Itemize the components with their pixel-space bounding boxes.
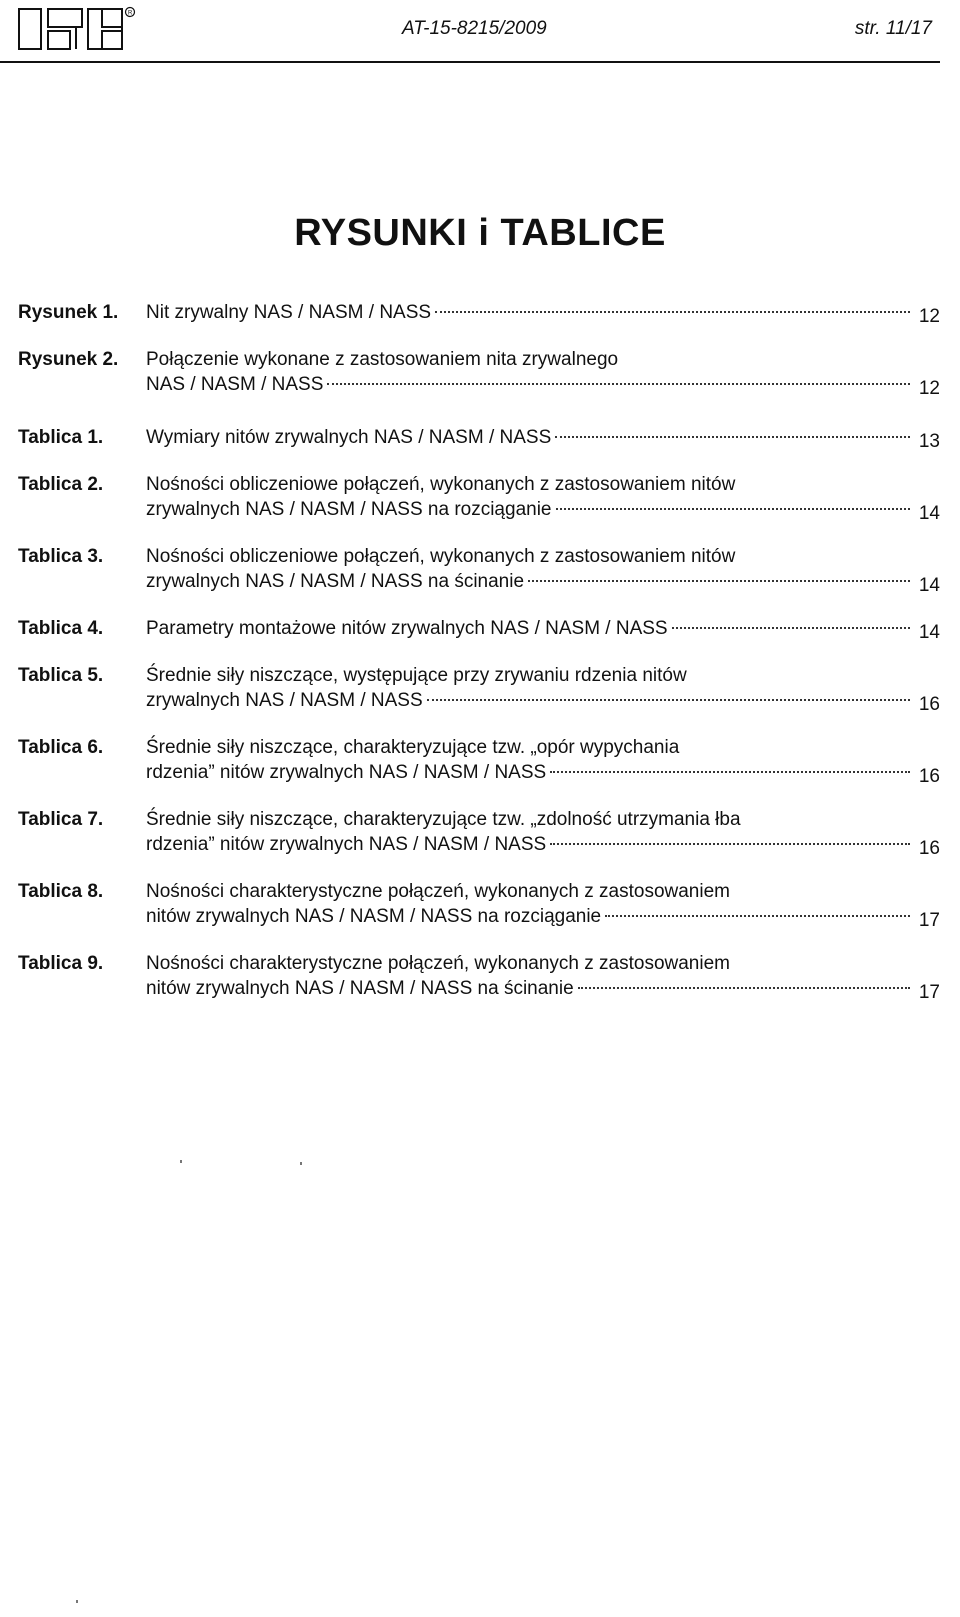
page-header xyxy=(0,0,960,64)
toc-entry-text: nitów zrywalnych NAS / NASM / NASS na rozciąganie xyxy=(146,906,602,927)
leader-dots xyxy=(556,508,911,510)
toc-entry xyxy=(18,472,940,522)
toc-entry-page: 17 xyxy=(918,982,940,1003)
toc-entry-page: 14 xyxy=(918,575,940,596)
leader-dots xyxy=(550,843,910,845)
toc-entry-page: 16 xyxy=(918,766,940,787)
page-number: str. 11/17 xyxy=(854,18,932,39)
header-divider xyxy=(0,61,940,63)
toc-entry xyxy=(18,735,940,785)
toc-entry-text: Parametry montażowe nitów zrywalnych NAS / NASM / NASS xyxy=(146,618,668,639)
toc-entry-label: Tablica 4. xyxy=(18,618,104,639)
toc-entry-page: 13 xyxy=(918,431,940,452)
toc-entry-page: 14 xyxy=(918,503,940,524)
toc-entry-text: zrywalnych NAS / NASM / NASS na ścinanie xyxy=(146,571,525,592)
toc-entry-label: Tablica 8. xyxy=(18,881,104,902)
toc-entry-page: 12 xyxy=(918,378,940,399)
document-number: AT-15-8215/2009 xyxy=(402,18,547,39)
toc-entry xyxy=(18,347,940,397)
toc-entry-label: Rysunek 2. xyxy=(18,349,119,370)
toc-entry-label: Tablica 9. xyxy=(18,953,104,974)
toc-entry xyxy=(18,663,940,713)
toc-entry-text: Nośności charakterystyczne połączeń, wykonanych z zastosowaniem xyxy=(146,953,730,974)
itb-logo xyxy=(18,6,148,52)
toc-entry-text: nitów zrywalnych NAS / NASM / NASS na ścinanie xyxy=(146,978,574,999)
page-title: RYSUNKI i TABLICE xyxy=(294,212,666,254)
toc-entry xyxy=(18,544,940,594)
toc-entry-text: Nit zrywalny NAS / NASM / NASS xyxy=(146,302,432,323)
toc-entry-label: Rysunek 1. xyxy=(18,302,119,323)
scan-speck xyxy=(76,1600,78,1603)
toc-entry-text: zrywalnych NAS / NASM / NASS na rozciąganie xyxy=(146,499,552,520)
toc-entry-text: Średnie siły niszczące, charakteryzujące tzw. „opór wypychania xyxy=(146,737,680,758)
toc-entry-label: Tablica 1. xyxy=(18,427,104,448)
scan-speck xyxy=(180,1160,182,1163)
leader-dots xyxy=(528,580,910,582)
toc-entry-text: Nośności obliczeniowe połączeń, wykonanych z zastosowaniem nitów xyxy=(146,546,736,567)
leader-dots xyxy=(578,987,910,989)
toc-entry-page: 16 xyxy=(918,694,940,715)
toc-entry-text: rdzenia” nitów zrywalnych NAS / NASM / NASS xyxy=(146,762,547,783)
toc-entry xyxy=(18,807,940,857)
toc-entry-page: 14 xyxy=(918,622,940,643)
toc-entry-label: Tablica 3. xyxy=(18,546,104,567)
toc-entry-text: Nośności charakterystyczne połączeń, wykonanych z zastosowaniem xyxy=(146,881,730,902)
toc-entry xyxy=(18,951,940,1001)
leader-dots xyxy=(672,627,910,629)
toc-entry-text: Wymiary nitów zrywalnych NAS / NASM / NASS xyxy=(146,427,552,448)
toc-entry xyxy=(18,879,940,929)
toc-entry-text: Połączenie wykonane z zastosowaniem nita zrywalnego xyxy=(146,349,619,370)
toc-entry-text: Średnie siły niszczące, występujące przy zrywaniu rdzenia nitów xyxy=(146,665,687,686)
leader-dots xyxy=(435,311,910,313)
toc-entry-text: zrywalnych NAS / NASM / NASS xyxy=(146,690,423,711)
toc-entry-page: 16 xyxy=(918,838,940,859)
toc-entry xyxy=(18,300,940,325)
toc-entry-label: Tablica 5. xyxy=(18,665,104,686)
toc-entry xyxy=(18,616,940,641)
toc-entry-text: rdzenia” nitów zrywalnych NAS / NASM / NASS xyxy=(146,834,547,855)
leader-dots xyxy=(427,699,910,701)
toc-entry-page: 12 xyxy=(918,306,940,327)
toc-entry-text: NAS / NASM / NASS xyxy=(146,374,324,395)
leader-dots xyxy=(605,915,910,917)
scan-speck xyxy=(300,1162,302,1165)
toc-entry-text: Nośności obliczeniowe połączeń, wykonanych z zastosowaniem nitów xyxy=(146,474,736,495)
toc-entry xyxy=(18,425,940,450)
leader-dots xyxy=(327,383,910,385)
toc-entry-page: 17 xyxy=(918,910,940,931)
toc-entry-label: Tablica 6. xyxy=(18,737,104,758)
toc-entry-label: Tablica 7. xyxy=(18,809,104,830)
leader-dots xyxy=(550,771,910,773)
toc-entry-label: Tablica 2. xyxy=(18,474,104,495)
toc-entry-text: Średnie siły niszczące, charakteryzujące tzw. „zdolność utrzymania łba xyxy=(146,809,741,830)
svg-text:R: R xyxy=(128,10,133,17)
leader-dots xyxy=(555,436,910,438)
table-of-contents xyxy=(18,300,940,1023)
